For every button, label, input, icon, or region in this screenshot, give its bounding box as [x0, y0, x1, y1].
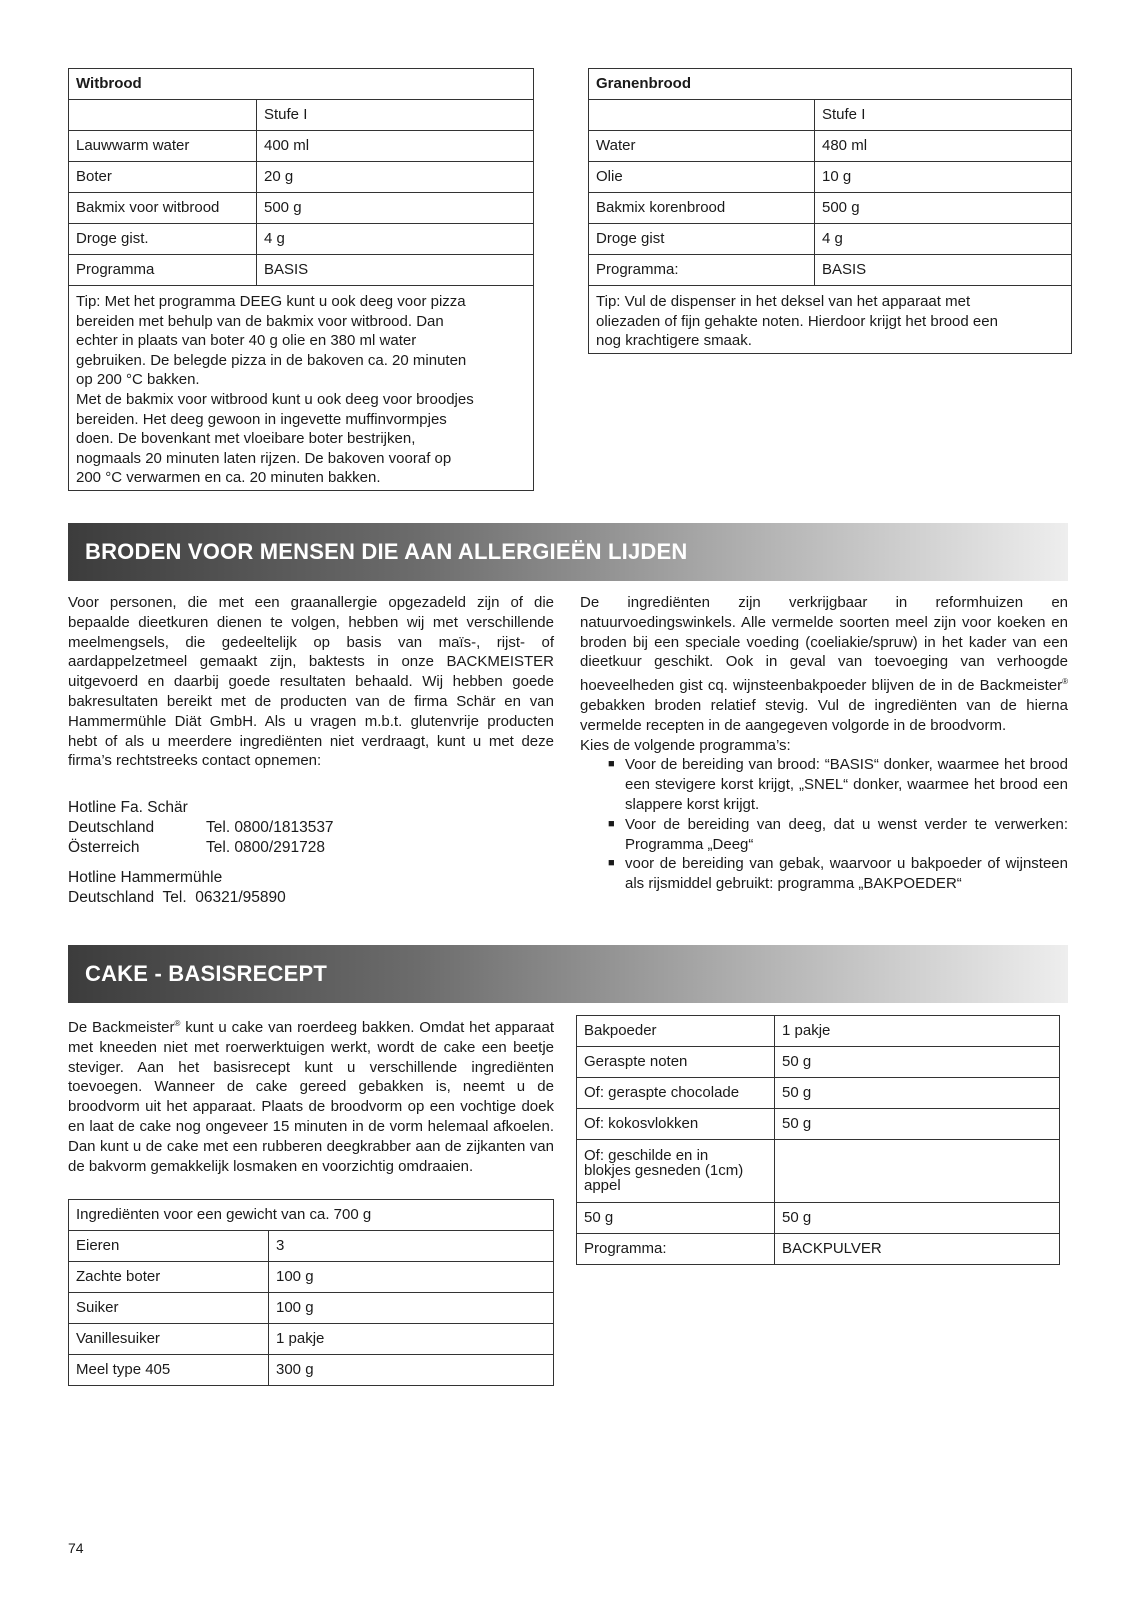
- witbrood-value: BASIS: [257, 255, 534, 286]
- allergy-availability-paragraph: [580, 593, 1068, 736]
- cake-label: Suiker: [69, 1293, 269, 1324]
- registered-mark: ®: [1062, 677, 1068, 687]
- hotline-row: [68, 818, 554, 838]
- allergy-heading: BRODEN VOOR MENSEN DIE AAN ALLERGIEËN LIJDEN: [85, 539, 688, 564]
- granenbrood-value: 500 g: [815, 193, 1072, 224]
- witbrood-empty-cell: [69, 100, 257, 131]
- tip-line: Met de bakmix voor witbrood kunt u ook deeg voor broodjes: [76, 390, 474, 408]
- hotline-row: [68, 838, 554, 858]
- tip-line: Tip: Met het programma DEEG kunt u ook deeg voor pizza: [76, 293, 466, 310]
- tip-line: nog krachtigere smaak.: [596, 332, 752, 350]
- cake-extras-table: [576, 1015, 1060, 1265]
- allergy-section-band: [68, 523, 1068, 581]
- cake-extra-label: Bakpoeder: [577, 1016, 775, 1047]
- granenbrood-value: 480 ml: [815, 131, 1072, 162]
- cake-value: 3: [269, 1231, 554, 1262]
- program-list-item: ■ Voor de bereiding van brood: “BASIS“ donker, waarmee het brood een stevigere korst krijgt, „SNEL“ donker, waarmee het brood een slappere korst krijgt.: [580, 755, 1068, 814]
- granenbrood-label: Water: [589, 131, 815, 162]
- cake-extra-value: 50 g: [775, 1047, 1060, 1078]
- granenbrood-empty-cell: [589, 100, 815, 131]
- appel-line: blokjes gesneden (1cm): [584, 1162, 744, 1179]
- granenbrood-stage: Stufe I: [815, 100, 1072, 131]
- paragraph-text: De ingrediënten zijn verkrijgbaar in reformhuizen en natuurvoedingswinkels. Alle vermelde soorten meel zijn voor koeken en broden bij een speciale voeding (coeliakie/spruw) in het kader van een dieetkuur geschikt. Ook in geval van toevoeging van verhoogde hoeveelheden gist cq. wijnsteenbakpoeder blijven de in de Backmeister: [580, 594, 1068, 695]
- granenbrood-label: Olie: [589, 162, 815, 193]
- tip-line: doen. De bovenkant met vloeibare boter bestrijken,: [76, 430, 416, 448]
- hotline-phone: Tel. 0800/291728: [206, 839, 325, 856]
- witbrood-value: 500 g: [257, 193, 534, 224]
- cake-value: 100 g: [269, 1262, 554, 1293]
- granenbrood-value: BASIS: [815, 255, 1072, 286]
- witbrood-stage: Stufe I: [257, 100, 534, 131]
- granenbrood-value: 4 g: [815, 224, 1072, 255]
- allergy-right-column: [580, 593, 1068, 894]
- cake-extra-value: 50 g: [775, 1078, 1060, 1109]
- hotline-hammermuhle-title: Hotline Hammermühle: [68, 869, 223, 886]
- hotline-country: Deutschland: [68, 819, 155, 836]
- cake-section-band: [68, 945, 1068, 1003]
- granenbrood-label: Bakmix korenbrood: [589, 193, 815, 224]
- witbrood-label: Boter: [69, 162, 257, 193]
- cake-value: 300 g: [269, 1355, 554, 1386]
- tip-line: 200 °C verwarmen en ca. 20 minuten bakken.: [76, 469, 381, 487]
- cake-intro-paragraph: [68, 1014, 554, 1176]
- hotline-country: Österreich: [68, 839, 140, 856]
- tip-line: Tip: Vul de dispenser in het deksel van het apparaat met: [596, 293, 971, 310]
- tip-line: op 200 °C bakken.: [76, 371, 200, 389]
- choose-programs-intro: Kies de volgende programma’s:: [580, 736, 791, 754]
- hotline-schar-title: Hotline Fa. Schär: [68, 799, 188, 816]
- tip-line: echter in plaats van boter 40 g olie en 380 ml water: [76, 332, 417, 350]
- paragraph-text: gebakken broden relatief stevig. Vul de ingrediënten van de hierna vermelde recepten in de aangegeven volgorde in de broodvorm.: [580, 696, 1068, 734]
- page-number: 74: [68, 1540, 84, 1556]
- granenbrood-title: Granenbrood: [589, 69, 1072, 100]
- cake-extra-value: BACKPULVER: [775, 1234, 1060, 1265]
- witbrood-label: Lauwwarm water: [69, 131, 257, 162]
- cake-value: 100 g: [269, 1293, 554, 1324]
- cake-left-column: [68, 1014, 554, 1176]
- granenbrood-label: Programma:: [589, 255, 815, 286]
- witbrood-label: Programma: [69, 255, 257, 286]
- witbrood-table: [68, 68, 534, 491]
- program-list-item: ■ Voor de bereiding van deeg, dat u wenst verder te verwerken: Programma „Deeg“: [580, 815, 1068, 855]
- cake-value: 1 pakje: [269, 1324, 554, 1355]
- tip-line: gebruiken. De belegde pizza in de bakoven ca. 20 minuten: [76, 351, 467, 369]
- cake-label: Vanillesuiker: [69, 1324, 269, 1355]
- witbrood-value: 400 ml: [257, 131, 534, 162]
- tip-line: bereiden. Het deeg gewoon in ingevette muffinvormpjes: [76, 410, 447, 428]
- cake-extra-value: 1 pakje: [775, 1016, 1060, 1047]
- cake-label: Zachte boter: [69, 1262, 269, 1293]
- cake-heading: CAKE - BASISRECEPT: [85, 961, 327, 986]
- cake-extra-label: Of: kokosvlokken: [577, 1109, 775, 1140]
- program-list-item: ■ voor de bereiding van gebak, waarvoor u bakpoeder of wijnsteen als rijsmiddel gebruikt: programma „BAKPOEDER“: [580, 854, 1068, 894]
- cake-label: Meel type 405: [69, 1355, 269, 1386]
- granenbrood-table: [588, 68, 1072, 354]
- hotline-hammermuhle: [68, 868, 554, 908]
- witbrood-value: 20 g: [257, 162, 534, 193]
- cake-extra-value: [775, 1140, 1060, 1203]
- paragraph-text: kunt u cake van roerdeeg bakken. Omdat het apparaat met kneeden niet met roerwerktuigen werkt, wordt de cake een beetje steviger. Aan het basisrecept kunt u verschillende ingrediënten toevoegen. Wanneer de cake gereed gebakken is, neemt u de broodvorm uit het apparaat. Plaats de broodvorm op een vochtige doek en laat de cake nog ongeveer 15 minuten in de vorm helemaal afkoelen. Dan kunt u de cake met een rubberen deegkrabber aan de zijkanten van de bakvorm gemakkelijk losmaken en voorzichtig omdraaien.: [68, 1019, 554, 1175]
- hotline-phone: Tel. 0800/1813537: [206, 819, 334, 836]
- cake-extra-label: 50 g: [577, 1203, 775, 1234]
- witbrood-title: Witbrood: [69, 69, 534, 100]
- granenbrood-label: Droge gist: [589, 224, 815, 255]
- cake-extra-label-appel: [577, 1140, 775, 1203]
- allergy-intro-paragraph: Voor personen, die met een graanallergie opgezadeld zijn of die bepaalde dieetkuren dienen te volgen, hebben wij met verschillende meelmengsels, die gedeeltelijk op basis van maïs-, rijst- of aardappelzetmeel gemaakt zijn, baktests in onze BACKMEISTER uitgevoerd en daarbij goede resultaten behaald. Wij hebben goede bakresultaten bereikt met de producten van de firma Schär en van Hammermühle Diät GmbH. Als u vragen m.b.t. glutenvrije producten hebt of als u meerdere ingrediënten niet verdraagt, kunt u met deze firma’s rechtstreeks contact opnemen:: [68, 594, 554, 770]
- granenbrood-tip: [589, 286, 1072, 354]
- cake-ingredients-header: Ingrediënten voor een gewicht van ca. 700 g: [69, 1200, 554, 1231]
- appel-line: appel: [584, 1177, 621, 1194]
- granenbrood-value: 10 g: [815, 162, 1072, 193]
- tip-line: bereiden met behulp van de bakmix voor witbrood. Dan: [76, 312, 444, 330]
- appel-line: Of: geschilde en in: [584, 1147, 709, 1164]
- hotline-schar: [68, 798, 554, 858]
- cake-extra-label: Geraspte noten: [577, 1047, 775, 1078]
- cake-label: Eieren: [69, 1231, 269, 1262]
- registered-mark: ®: [174, 1019, 181, 1028]
- program-list: [580, 755, 1068, 894]
- cake-extra-value: 50 g: [775, 1109, 1060, 1140]
- witbrood-value: 4 g: [257, 224, 534, 255]
- cake-extra-value: 50 g: [775, 1203, 1060, 1234]
- paragraph-text: De Backmeister: [68, 1019, 175, 1036]
- witbrood-tip: [69, 286, 534, 491]
- hotline-hammermuhle-line: Deutschland Tel. 06321/95890: [68, 889, 286, 906]
- tip-line: nogmaals 20 minuten laten rijzen. De bakoven vooraf op: [76, 449, 452, 467]
- witbrood-label: Bakmix voor witbrood: [69, 193, 257, 224]
- allergy-left-column: [68, 593, 554, 771]
- cake-ingredients-table: [68, 1199, 554, 1386]
- cake-extra-label: Programma:: [577, 1234, 775, 1265]
- tip-line: oliezaden of fijn gehakte noten. Hierdoor krijgt het brood een: [596, 312, 998, 330]
- cake-extra-label: Of: geraspte chocolade: [577, 1078, 775, 1109]
- witbrood-label: Droge gist.: [69, 224, 257, 255]
